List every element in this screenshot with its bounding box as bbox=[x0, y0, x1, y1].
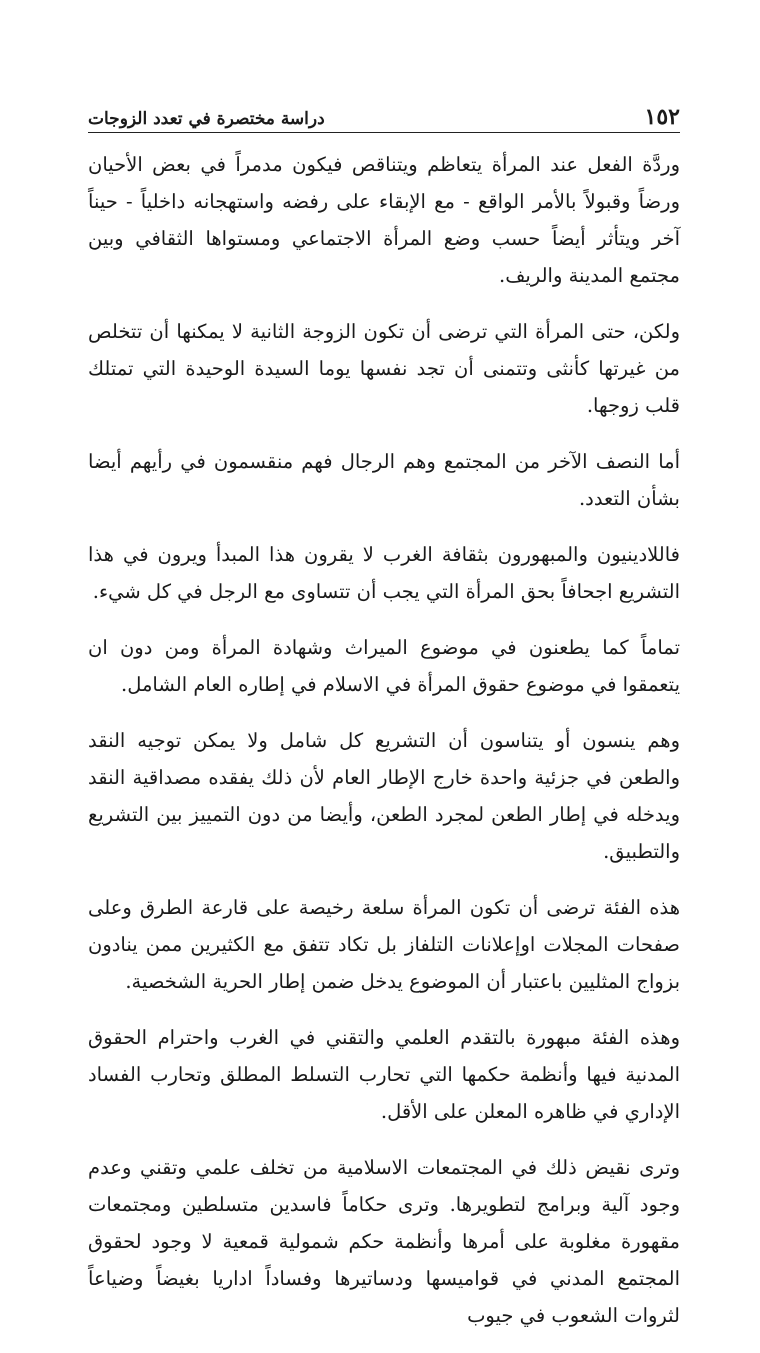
paragraph: فاللادينيون والمبهورون بثقافة الغرب لا يقرون هذا المبدأ ويرون في هذا التشريع اجحافاً بحق المرأة التي يجب أن تتساوى مع الرجل في كل شيء. bbox=[88, 543, 680, 603]
paragraph: وترى نقيض ذلك في المجتمعات الاسلامية من تخلف علمي وتقني وعدم وجود آلية وبرامج لتطويرها. وترى حكاماً فاسدين متسلطين ومجتمعات مقهورة مغلوبة على أمرها وأنظمة حكم شمولية قمعية لا وجود لحقوق المجتمع المدني في قواميسها ودساتيرها وفساداً اداريا بغيضاً وضياعاً لثروات الشعوب في جيوب bbox=[88, 1156, 680, 1327]
paragraph: وهذه الفئة مبهورة بالتقدم العلمي والتقني في الغرب واحترام الحقوق المدنية فيها وأنظمة حكمها التي تحارب التسلط المطلق وتحارب الفساد الإداري في ظاهره المعلن على الأقل. bbox=[88, 1026, 680, 1123]
paragraph: ولكن، حتى المرأة التي ترضى أن تكون الزوجة الثانية لا يمكنها أن تتخلص من غيرتها كأنثى وتتمنى أن تجد نفسها يوما السيدة الوحيدة التي تمتلك قلب زوجها. bbox=[88, 320, 680, 417]
paragraph: هذه الفئة ترضى أن تكون المرأة سلعة رخيصة على قارعة الطرق وعلى صفحات المجلات اوإعلانات التلفاز بل تكاد تتفق مع الكثيرين ممن ينادون بزواج المثليين باعتبار أن الموضوع يدخل ضمن إطار الحرية الشخصية. bbox=[88, 896, 680, 993]
page-number: ١٥٢ bbox=[644, 104, 680, 130]
paragraph: أما النصف الآخر من المجتمع وهم الرجال فهم منقسمون في رأيهم أيضا بشأن التعدد. bbox=[88, 450, 680, 510]
paragraph: تماماً كما يطعنون في موضوع الميراث وشهادة المرأة ومن دون ان يتعمقوا في موضوع حقوق المرأة في الاسلام في إطاره العام الشامل. bbox=[88, 636, 680, 696]
page-header bbox=[88, 94, 680, 133]
paragraph: وردَّة الفعل عند المرأة يتعاظم ويتناقص فيكون مدمراً في بعض الأحيان ورضاً وقبولاً بالأمر الواقع - مع الإبقاء على رفضه واستهجانه داخلياً - حيناً آخر ويتأثر أيضاً حسب وضع المرأة الاجتماعي ومستواها الثقافي وبين مجتمع المدينة والريف. bbox=[88, 153, 680, 287]
body-text bbox=[88, 146, 680, 1353]
running-title: دراسة مختصرة في تعدد الزوجات bbox=[88, 109, 325, 129]
paragraph: وهم ينسون أو يتناسون أن التشريع كل شامل ولا يمكن توجيه النقد والطعن في جزئية واحدة خارج الإطار العام لأن ذلك يفقده مصداقية النقد ويدخله في إطار الطعن لمجرد الطعن، وأيضا من دون التمييز بين التشريع والتطبيق. bbox=[88, 729, 680, 863]
